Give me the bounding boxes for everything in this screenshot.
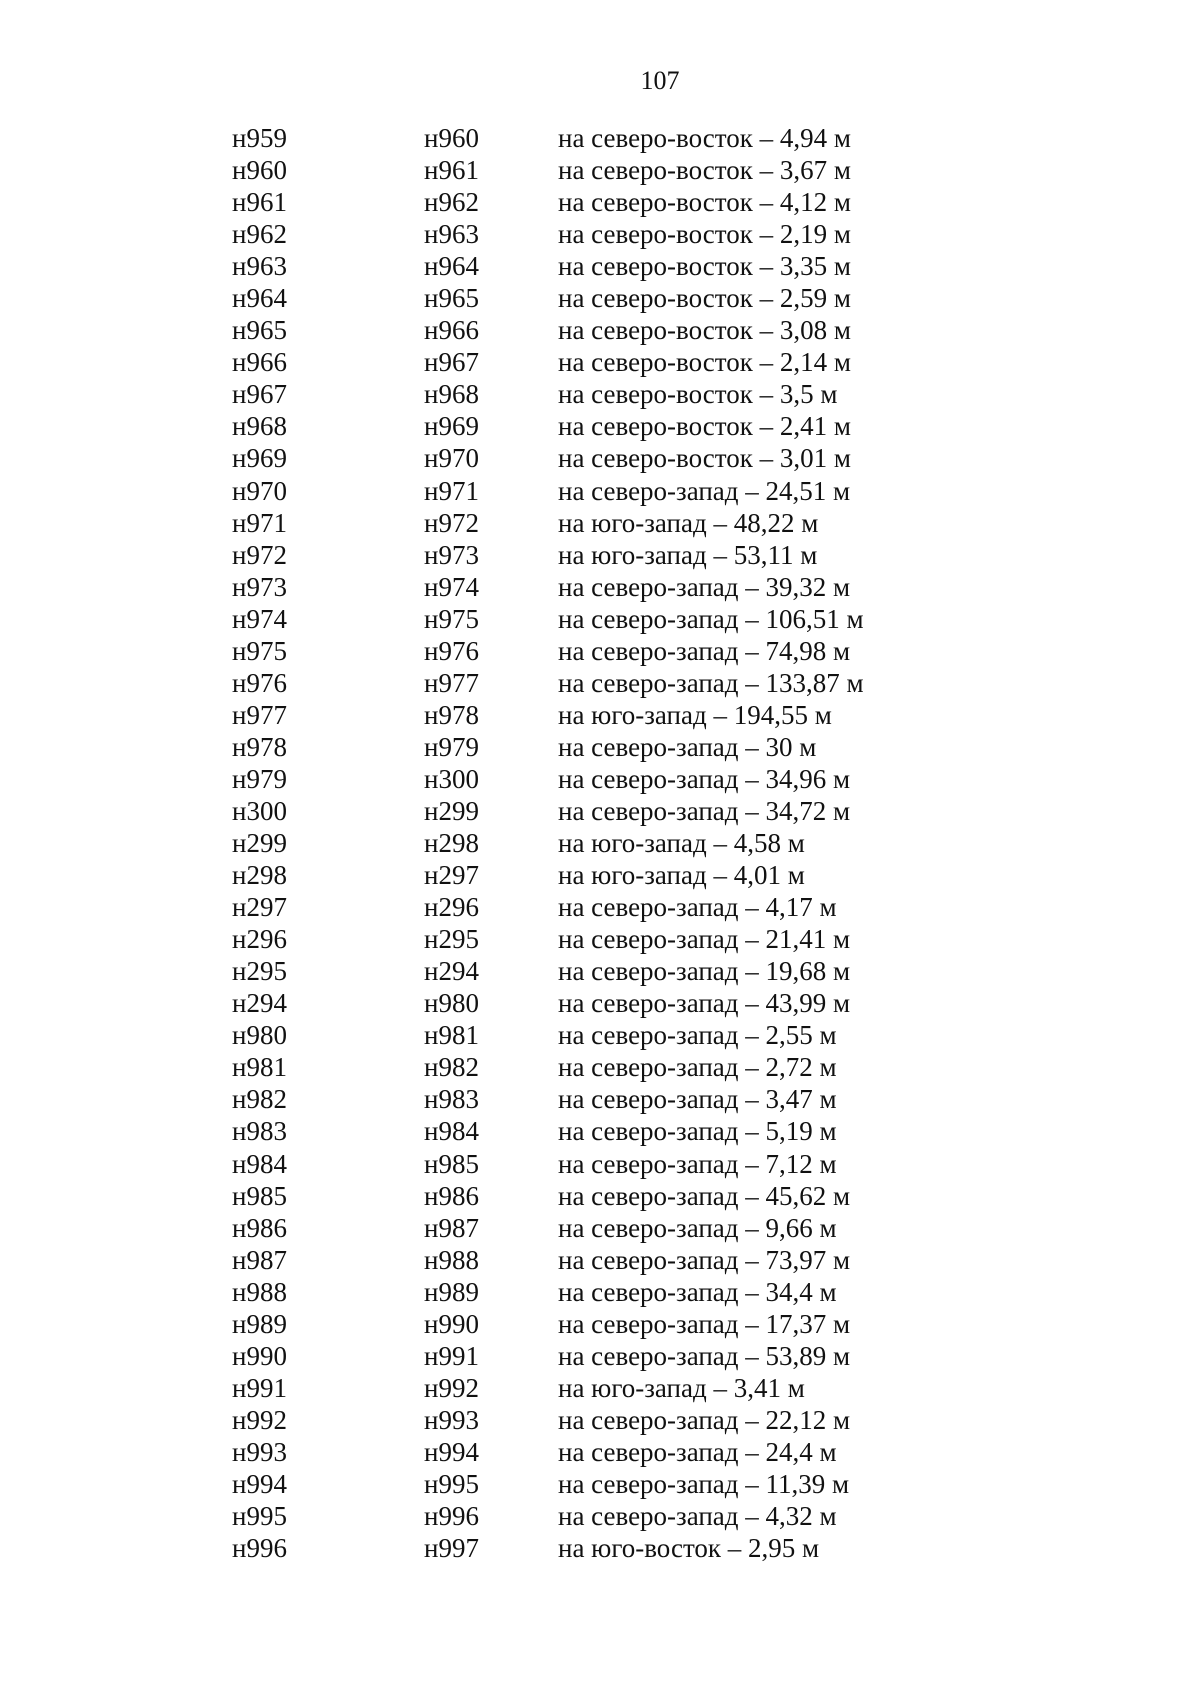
segment-start-point: н959 xyxy=(232,123,287,153)
segment-row xyxy=(0,603,1200,635)
segment-end-point: н297 xyxy=(424,860,479,891)
segment-start-point: н960 xyxy=(232,155,287,186)
segment-end-point: н961 xyxy=(424,155,479,186)
segment-direction-length: на северо-запад – 39,32 м xyxy=(558,571,851,602)
segment-end-point: н982 xyxy=(424,1052,479,1083)
segment-direction-length: на северо-запад – 7,12 м xyxy=(558,1148,837,1179)
segment-start-point: н966 xyxy=(232,347,287,378)
segment-row xyxy=(0,1308,1200,1340)
segment-row xyxy=(0,923,1200,955)
segment-direction-length: на северо-восток – 2,59 м xyxy=(558,283,851,314)
segment-direction-length: на юго-запад – 3,41 м xyxy=(558,1372,805,1403)
segment-direction-length: на северо-запад – 11,39 м xyxy=(558,1468,850,1499)
segment-start-point: н971 xyxy=(232,507,287,538)
segment-end-point: н972 xyxy=(424,507,479,538)
segment-start-point: н992 xyxy=(232,1404,287,1435)
segment-direction-length: на северо-восток – 3,08 м xyxy=(558,315,851,346)
segment-end-point: н295 xyxy=(424,924,479,955)
segment-end-point: н983 xyxy=(424,1084,479,1115)
segment-end-point: н980 xyxy=(424,988,479,1019)
segment-start-point: н996 xyxy=(232,1533,287,1564)
segment-end-point: н966 xyxy=(424,315,479,346)
segment-direction-length: на северо-запад – 21,41 м xyxy=(558,924,851,955)
segment-end-point: н969 xyxy=(424,411,479,442)
segment-direction-length: на северо-запад – 5,19 м xyxy=(558,1116,837,1147)
segment-row xyxy=(0,667,1200,699)
segment-direction-length: на северо-запад – 24,4 м xyxy=(558,1436,837,1467)
segment-start-point: н991 xyxy=(232,1372,287,1403)
segment-row xyxy=(0,122,1200,154)
segment-row xyxy=(0,1436,1200,1468)
segment-start-point: н974 xyxy=(232,603,287,634)
segment-row xyxy=(0,1244,1200,1276)
segment-direction-length: на северо-восток – 2,41 м xyxy=(558,411,851,442)
segment-row xyxy=(0,763,1200,795)
segment-direction-length: на северо-запад – 22,12 м xyxy=(558,1404,851,1435)
segment-end-point: н300 xyxy=(424,763,479,794)
segment-direction-length: на северо-восток – 3,5 м xyxy=(558,379,838,410)
segment-direction-length: на юго-запад – 48,22 м xyxy=(558,507,819,538)
segment-end-point: н990 xyxy=(424,1308,479,1339)
segment-row xyxy=(0,827,1200,859)
segment-row xyxy=(0,987,1200,1019)
segment-start-point: н964 xyxy=(232,283,287,314)
segment-direction-length: на северо-восток – 3,67 м xyxy=(558,155,851,186)
segment-start-point: н982 xyxy=(232,1084,287,1115)
segment-end-point: н974 xyxy=(424,571,479,602)
segment-start-point: н962 xyxy=(232,219,287,250)
segment-end-point: н971 xyxy=(424,475,479,506)
segment-end-point: н967 xyxy=(424,347,479,378)
segment-direction-length: на юго-восток – 2,95 м xyxy=(558,1533,820,1564)
segment-end-point: н298 xyxy=(424,828,479,859)
segment-row xyxy=(0,1532,1200,1564)
segment-end-point: н299 xyxy=(424,795,479,826)
segment-direction-length: на северо-запад – 34,4 м xyxy=(558,1276,837,1307)
segment-start-point: н969 xyxy=(232,443,287,474)
segment-direction-length: на северо-восток – 4,12 м xyxy=(558,187,851,218)
segment-row xyxy=(0,442,1200,474)
segment-direction-length: на северо-запад – 4,17 м xyxy=(558,892,837,923)
segment-row xyxy=(0,1276,1200,1308)
segment-start-point: н963 xyxy=(232,251,287,282)
segment-direction-length: на северо-запад – 106,51 м xyxy=(558,603,864,634)
segment-end-point: н994 xyxy=(424,1436,479,1467)
segment-start-point: н985 xyxy=(232,1180,287,1211)
segment-end-point: н991 xyxy=(424,1340,479,1371)
segment-start-point: н988 xyxy=(232,1276,287,1307)
segment-start-point: н973 xyxy=(232,571,287,602)
segment-end-point: н987 xyxy=(424,1212,479,1243)
segment-start-point: н977 xyxy=(232,699,287,730)
segment-direction-length: на северо-запад – 3,47 м xyxy=(558,1084,837,1115)
segment-direction-length: на северо-запад – 30 м xyxy=(558,731,817,762)
segment-row xyxy=(0,635,1200,667)
segment-direction-length: на северо-запад – 73,97 м xyxy=(558,1244,851,1275)
segment-direction-length: на северо-восток – 4,94 м xyxy=(558,123,851,153)
segment-start-point: н983 xyxy=(232,1116,287,1147)
segment-start-point: н978 xyxy=(232,731,287,762)
segment-end-point: н965 xyxy=(424,283,479,314)
segment-start-point: н965 xyxy=(232,315,287,346)
segment-end-point: н988 xyxy=(424,1244,479,1275)
segment-end-point: н981 xyxy=(424,1020,479,1051)
segment-end-point: н993 xyxy=(424,1404,479,1435)
segment-row xyxy=(0,314,1200,346)
segment-row xyxy=(0,1019,1200,1051)
segment-direction-length: на юго-запад – 194,55 м xyxy=(558,699,832,730)
segment-start-point: н976 xyxy=(232,667,287,698)
segment-start-point: н967 xyxy=(232,379,287,410)
segment-start-point: н297 xyxy=(232,892,287,923)
segment-start-point: н984 xyxy=(232,1148,287,1179)
segment-direction-length: на северо-восток – 3,01 м xyxy=(558,443,851,474)
segment-row xyxy=(0,1372,1200,1404)
segment-end-point: н978 xyxy=(424,699,479,730)
segment-direction-length: на северо-восток – 2,19 м xyxy=(558,219,851,250)
segment-end-point: н977 xyxy=(424,667,479,698)
segment-end-point: н984 xyxy=(424,1116,479,1147)
segment-row xyxy=(0,955,1200,987)
segment-row xyxy=(0,1212,1200,1244)
segment-direction-length: на северо-запад – 2,55 м xyxy=(558,1020,837,1051)
segment-row xyxy=(0,699,1200,731)
segment-row xyxy=(0,186,1200,218)
segment-row xyxy=(0,859,1200,891)
segment-direction-length: на северо-запад – 74,98 м xyxy=(558,635,851,666)
segment-start-point: н979 xyxy=(232,763,287,794)
segment-end-point: н996 xyxy=(424,1501,479,1532)
segment-row xyxy=(0,378,1200,410)
page-number: 107 xyxy=(640,66,680,95)
segment-row xyxy=(0,891,1200,923)
segment-direction-length: на северо-запад – 45,62 м xyxy=(558,1180,851,1211)
segment-direction-length: на северо-запад – 4,32 м xyxy=(558,1501,837,1532)
segment-start-point: н961 xyxy=(232,187,287,218)
segment-row xyxy=(0,1180,1200,1212)
segment-row xyxy=(0,507,1200,539)
segment-direction-length: на юго-запад – 4,58 м xyxy=(558,828,805,859)
segment-direction-length: на северо-восток – 2,14 м xyxy=(558,347,851,378)
segment-row xyxy=(0,154,1200,186)
segment-start-point: н975 xyxy=(232,635,287,666)
segment-start-point: н986 xyxy=(232,1212,287,1243)
segment-row xyxy=(0,795,1200,827)
segment-end-point: н976 xyxy=(424,635,479,666)
boundary-segment-list xyxy=(0,122,1200,1564)
segment-row xyxy=(0,1148,1200,1180)
segment-row xyxy=(0,571,1200,603)
segment-end-point: н975 xyxy=(424,603,479,634)
segment-start-point: н972 xyxy=(232,539,287,570)
segment-row xyxy=(0,282,1200,314)
segment-start-point: н981 xyxy=(232,1052,287,1083)
segment-row xyxy=(0,475,1200,507)
segment-end-point: н973 xyxy=(424,539,479,570)
segment-row xyxy=(0,731,1200,763)
segment-end-point: н296 xyxy=(424,892,479,923)
segment-start-point: н987 xyxy=(232,1244,287,1275)
segment-row xyxy=(0,250,1200,282)
segment-end-point: н979 xyxy=(424,731,479,762)
segment-end-point: н970 xyxy=(424,443,479,474)
segment-start-point: н995 xyxy=(232,1501,287,1532)
segment-direction-length: на юго-запад – 53,11 м xyxy=(558,539,818,570)
segment-end-point: н995 xyxy=(424,1468,479,1499)
segment-end-point: н960 xyxy=(424,123,479,153)
segment-end-point: н294 xyxy=(424,956,479,987)
segment-direction-length: на северо-запад – 19,68 м xyxy=(558,956,851,987)
segment-row xyxy=(0,1468,1200,1500)
segment-start-point: н993 xyxy=(232,1436,287,1467)
segment-start-point: н294 xyxy=(232,988,287,1019)
segment-start-point: н295 xyxy=(232,956,287,987)
segment-direction-length: на юго-запад – 4,01 м xyxy=(558,860,805,891)
segment-start-point: н299 xyxy=(232,828,287,859)
segment-end-point: н992 xyxy=(424,1372,479,1403)
segment-start-point: н970 xyxy=(232,475,287,506)
segment-start-point: н980 xyxy=(232,1020,287,1051)
segment-row xyxy=(0,1051,1200,1083)
segment-end-point: н989 xyxy=(424,1276,479,1307)
segment-start-point: н968 xyxy=(232,411,287,442)
segment-row xyxy=(0,1500,1200,1532)
segment-start-point: н989 xyxy=(232,1308,287,1339)
segment-direction-length: на северо-запад – 9,66 м xyxy=(558,1212,837,1243)
segment-direction-length: на северо-запад – 2,72 м xyxy=(558,1052,837,1083)
segment-row xyxy=(0,218,1200,250)
segment-end-point: н962 xyxy=(424,187,479,218)
segment-direction-length: на северо-запад – 17,37 м xyxy=(558,1308,851,1339)
segment-row xyxy=(0,1404,1200,1436)
segment-direction-length: на северо-запад – 24,51 м xyxy=(558,475,851,506)
segment-end-point: н997 xyxy=(424,1533,479,1564)
segment-end-point: н963 xyxy=(424,219,479,250)
segment-direction-length: на северо-запад – 133,87 м xyxy=(558,667,864,698)
segment-end-point: н968 xyxy=(424,379,479,410)
segment-start-point: н994 xyxy=(232,1468,287,1499)
segment-row xyxy=(0,410,1200,442)
segment-start-point: н298 xyxy=(232,860,287,891)
segment-end-point: н964 xyxy=(424,251,479,282)
segment-direction-length: на северо-восток – 3,35 м xyxy=(558,251,851,282)
segment-start-point: н990 xyxy=(232,1340,287,1371)
segment-end-point: н985 xyxy=(424,1148,479,1179)
segment-direction-length: на северо-запад – 53,89 м xyxy=(558,1340,851,1371)
segment-direction-length: на северо-запад – 34,72 м xyxy=(558,795,851,826)
segment-row xyxy=(0,1115,1200,1147)
segment-row xyxy=(0,1340,1200,1372)
segment-start-point: н300 xyxy=(232,795,287,826)
segment-direction-length: на северо-запад – 34,96 м xyxy=(558,763,851,794)
segment-row xyxy=(0,346,1200,378)
segment-row xyxy=(0,539,1200,571)
segment-end-point: н986 xyxy=(424,1180,479,1211)
segment-row xyxy=(0,1083,1200,1115)
segment-start-point: н296 xyxy=(232,924,287,955)
segment-direction-length: на северо-запад – 43,99 м xyxy=(558,988,851,1019)
